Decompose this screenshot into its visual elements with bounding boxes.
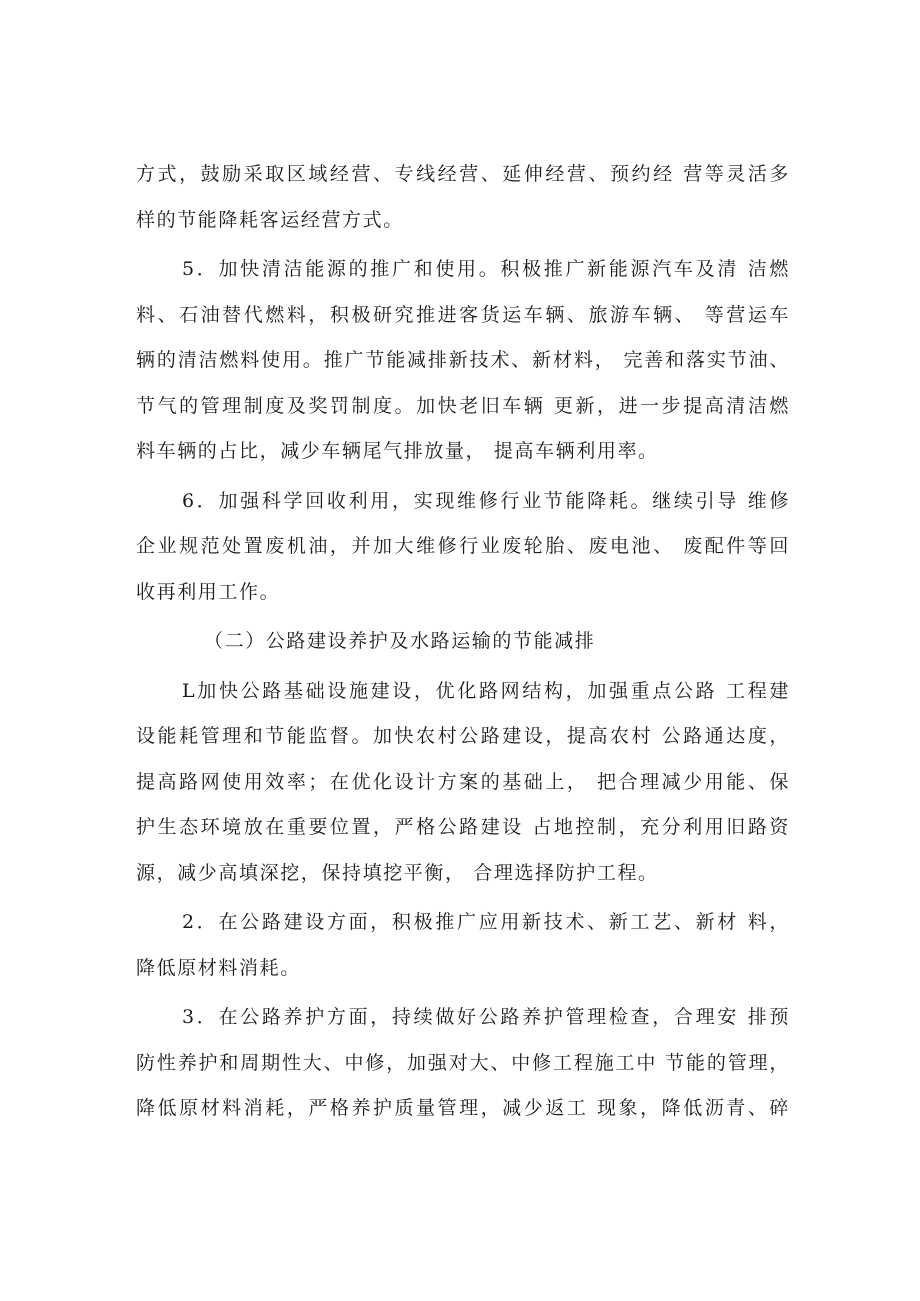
text-line: 提高路网使用效率；在优化设计方案的基础上， 把合理减少用能、保 bbox=[136, 770, 790, 793]
text-line: 料车辆的占比，减少车辆尾气排放量， 提高车辆利用率。 bbox=[136, 440, 659, 462]
text-line: 防性养护和周期性大、中修，加强对大、中修工程施工中 节能的管理， bbox=[136, 1051, 790, 1074]
text-line: 收再利用工作。 bbox=[136, 580, 281, 603]
paragraph-3-start: 3．在公路养护方面，持续做好公路养护管理检查，合理安 排预 bbox=[182, 1006, 790, 1028]
section-heading: （二）公路建设养护及水路运输的节能减排 bbox=[204, 630, 596, 652]
text-line: 方式，鼓励采取区域经营、专线经营、延伸经营、预约经 营等灵活多 bbox=[136, 163, 790, 185]
text-line: 护生态环境放在重要位置，严格公路建设 占地控制，充分利用旧路资 bbox=[136, 816, 790, 838]
paragraph-2-start: 2．在公路建设方面，积极推广应用新技术、新工艺、新材 料， bbox=[182, 911, 790, 933]
text-line: 源，减少高填深挖，保持填挖平衡， 合理选择防护工程。 bbox=[136, 861, 659, 884]
text-line: 节气的管理制度及奖罚制度。加快老旧车辆 更新，进一步提高清洁燃 bbox=[136, 394, 790, 417]
text-line: 降低原材料消耗，严格养护质量管理，减少返工 现象，降低沥青、碎 bbox=[136, 1097, 790, 1119]
paragraph-1-start: L加快公路基础设施建设，优化路网结构，加强重点公路 工程建 bbox=[182, 679, 790, 702]
paragraph-5-start: 5．加快清洁能源的推广和使用。积极推广新能源汽车及清 洁燃 bbox=[182, 258, 790, 280]
text-line: 企业规范处置废机油，并加大维修行业废轮胎、废电池、 废配件等回 bbox=[136, 535, 790, 557]
text-line: 样的节能降耗客运经营方式。 bbox=[136, 208, 404, 231]
text-line: 降低原材料消耗。 bbox=[136, 956, 301, 979]
text-line: 设能耗管理和节能监督。加快农村公路建设，提高农村 公路通达度， bbox=[136, 725, 790, 747]
paragraph-6-start: 6．加强科学回收利用，实现维修行业节能降耗。继续引导 维修 bbox=[182, 489, 790, 512]
document-body bbox=[136, 152, 790, 1132]
text-line: 料、石油替代燃料，积极研究推进客货运车辆、旅游车辆、 等营运车 bbox=[136, 303, 790, 326]
text-line: 辆的清洁燃料使用。推广节能减排新技术、新材料， 完善和落实节油、 bbox=[136, 349, 790, 371]
